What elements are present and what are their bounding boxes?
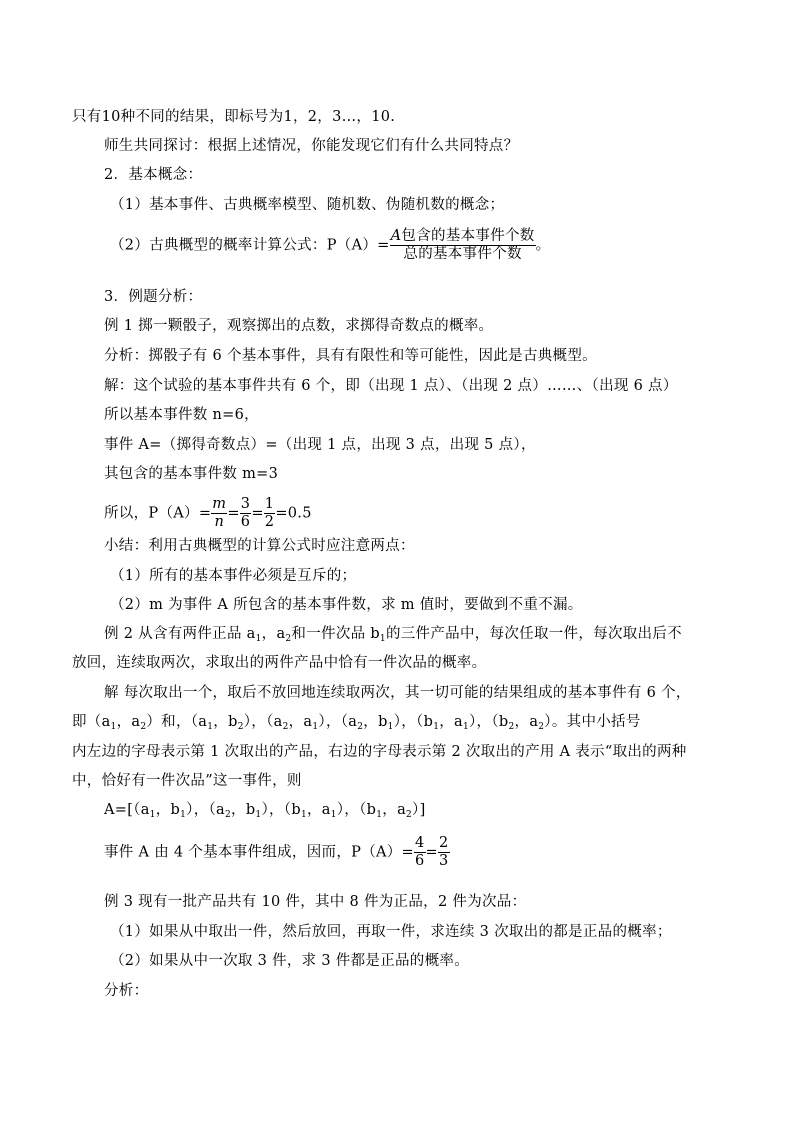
text-segment: ，a — [306, 802, 331, 818]
text-segment: ），（b — [393, 714, 434, 730]
text-segment: ），（b — [469, 714, 509, 730]
text-segment: ，b — [231, 802, 256, 818]
probability-formula-fraction — [390, 228, 536, 263]
subscript: 1 — [300, 810, 307, 820]
text-line: （1）所有的基本事件必须是互斥的； — [110, 568, 357, 584]
formula-prefix: （2）古典概型的概率计算公式：P（A）= — [110, 237, 390, 254]
formula-line: 所以，P（A）= $\frac{m}{n}$ = $\frac{3}{6}$ = $\frac{1}{2}$ =0.5 — [104, 496, 312, 530]
subscript: 1 — [387, 722, 394, 732]
subscript: 1 — [312, 722, 319, 732]
subscript: 1 — [330, 810, 337, 820]
text-segment: ），（b — [261, 802, 301, 818]
subscript: 2 — [282, 722, 289, 732]
text-line: 解 每次取出一个，取后不放回地连续取两次，其一切可能的结果组成的基本事件有 6 个， — [104, 685, 691, 701]
fraction: $\frac{4}{6}$ — [415, 835, 425, 869]
text-segment: ，a — [439, 714, 463, 730]
fraction: $\frac{1}{2}$ — [264, 496, 275, 530]
section-heading: 2．基本概念： — [104, 167, 203, 183]
example-title: 例 2 从含有两件正品 $a_1$，$a_2$和一件次品 $b_1$的三件产品中，每次任取一件，每次取出后不 — [104, 626, 682, 644]
text-segment: ，a — [382, 802, 407, 818]
text-line: （1）基本事件、古典概率模型、随机数、伪随机数的概念； — [110, 197, 505, 213]
text-segment: ，a — [116, 714, 141, 730]
text-line: 所以基本事件数 n=6， — [104, 407, 259, 423]
text-segment: ），（a — [318, 714, 358, 730]
subscript: 1 — [255, 810, 262, 820]
subscript: 1 — [110, 722, 117, 732]
subscript: 1 — [433, 722, 440, 732]
text-segment: ），（b — [336, 802, 377, 818]
text-segment: ）。其中小括号 — [544, 714, 641, 730]
text-line: 小结：利用古典概型的计算公式时应注意两点： — [104, 538, 415, 554]
formula-line — [104, 800, 426, 820]
text-segment: 即（a — [72, 714, 111, 730]
text-segment: A=[（a — [104, 802, 150, 818]
subscript: 1 — [149, 810, 156, 820]
text-line: （2）如果从中一次取 3 件，求 3 件都是正品的概率。 — [110, 953, 470, 969]
text-line: （2）m 为事件 A 所包含的基本事件数，求 m 值时，要做到不重不漏。 — [110, 597, 583, 613]
text-segment: ）和，（a — [146, 714, 208, 730]
subscript: 1 — [376, 810, 383, 820]
fraction: $\frac{2}{3}$ — [439, 835, 449, 869]
text-line: 解：这个试验的基本事件共有 6 个，即（出现 1 点）、（出现 2 点）……、（出现 6 点） — [104, 378, 678, 394]
text-line: 内左边的字母表示第 1 次取出的产品，右边的字母表示第 2 次取出的产用 A 表示“取出的两种 — [72, 744, 687, 760]
text-segment: ，b — [155, 802, 181, 818]
subscript: 2 — [538, 722, 545, 732]
subscript: 2 — [237, 722, 244, 732]
subscript: 1 — [180, 810, 187, 820]
text-line: 师生共同探讨：根据上述情况，你能发现它们有什么共同特点？ — [104, 138, 519, 154]
text-segment: ，b — [363, 714, 388, 730]
subscript: 2 — [140, 722, 147, 732]
example-title: 例 1 掷一颗骰子，观察掷出的点数，求掷得奇数点的概率。 — [104, 318, 494, 334]
section-heading: 3．例题分析： — [104, 289, 203, 305]
formula-line: 事件 A 由 4 个基本事件组成，因而，P（A）= $\frac{4}{6}$ = $\frac{2}{3}$ — [104, 835, 449, 869]
fraction-denominator: 总的基本事件个数 — [403, 246, 522, 262]
text-line: 分析： — [104, 983, 149, 999]
example-title: 例 3 现有一批产品共有 10 件，其中 8 件为正品，2 件为次品： — [104, 894, 527, 910]
text-line: 放回，连续取两次，求取出的两件产品中恰有一件次品的概率。 — [72, 655, 487, 671]
text-segment: ，b — [213, 714, 238, 730]
text-segment: ），（a — [186, 802, 225, 818]
subscript: 2 — [406, 810, 413, 820]
subscript: 1 — [207, 722, 214, 732]
text-line: 分析：掷骰子有 6 个基本事件，具有有限性和等可能性，因此是古典概型。 — [104, 348, 597, 364]
text-line: 其包含的基本事件数 m=3 — [104, 466, 279, 482]
text-segment: ，a — [514, 714, 539, 730]
text-segment: ），（a — [243, 714, 283, 730]
text-segment: ）] — [412, 802, 426, 818]
formula-line: （2）古典概型的概率计算公式：P（A）= $\frac{\text{A包含的基本事件个数}}{\text{总的基本事件个数}}$ 。 — [110, 228, 551, 262]
text-line — [72, 712, 641, 732]
fraction: $\frac{3}{6}$ — [240, 496, 251, 530]
text-line: 只有10种不同的结果，即标号为1，2，3…，10. — [72, 109, 396, 125]
text-line: 中，恰好有一件次品”这一事件，则 — [72, 773, 302, 789]
fraction: $\frac{m}{n}$ — [212, 496, 227, 530]
subscript: 2 — [225, 810, 232, 820]
subscript: 1 — [462, 722, 469, 732]
text-line: （1）如果从中取出一件，然后放回，再取一件，求连续 3 次取出的都是正品的概率； — [110, 924, 672, 940]
text-line: 事件 A=（掷得奇数点）=（出现 1 点，出现 3 点，出现 5 点）， — [104, 437, 536, 453]
fraction-numerator: A包含的基本事件个数 — [390, 228, 535, 244]
subscript: 2 — [357, 722, 364, 732]
subscript: 2 — [508, 722, 515, 732]
text-segment: ，a — [288, 714, 313, 730]
